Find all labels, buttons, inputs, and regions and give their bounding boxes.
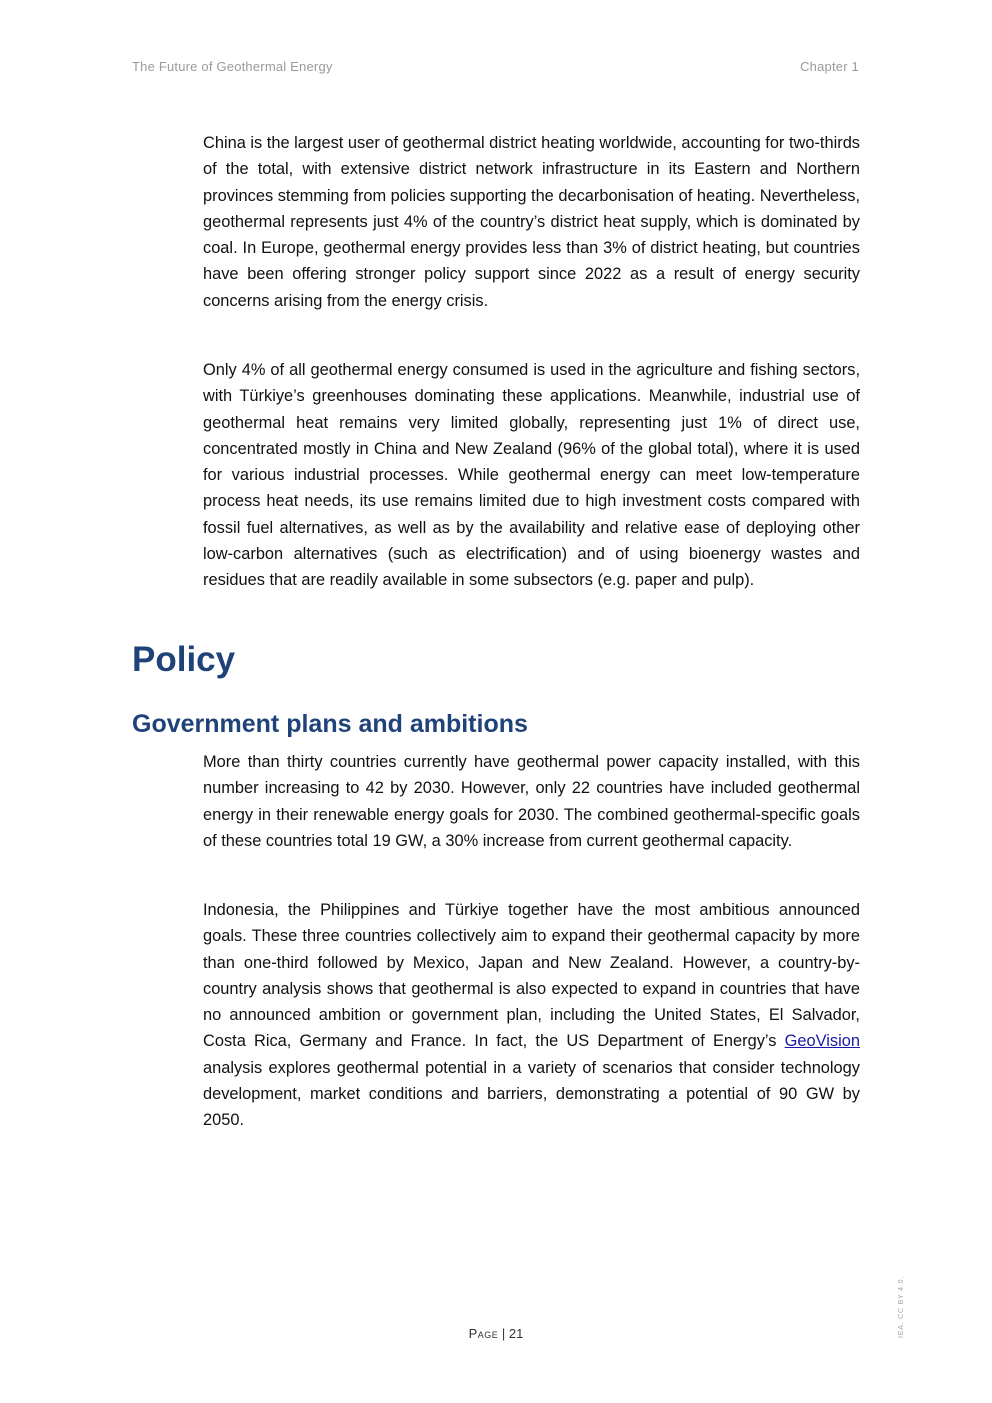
geovision-link[interactable]: GeoVision: [784, 1032, 860, 1051]
paragraph-district-heating: China is the largest user of geothermal district heating worldwide, accounting for two-thirds of the total, with extensive district network infrastructure in its Eastern and Northern provinces stemming from policies supporting the decarbonisation of heating. Nevertheless, geothermal represents just 4% of the country’s district heat supply, which is dominated by coal. In Europe, geothermal energy provides less than 3% of district heating, but countries have been offering stronger policy support since 2022 as a result of energy security concerns arising from the energy crisis.: [203, 134, 860, 310]
subsection-heading-government-plans: Government plans and ambitions: [132, 710, 528, 738]
paragraph-text-after-link: analysis explores geothermal potential in a variety of scenarios that consider technology development, market conditions and barriers, demonstrating a potential of 90 GW by 2050.: [203, 1058, 860, 1130]
running-header-title: The Future of Geothermal Energy: [132, 59, 333, 74]
page-number: 21: [508, 1326, 524, 1341]
paragraph-agriculture-industry: Only 4% of all geothermal energy consumed is used in the agriculture and fishing sectors, with Türkiye’s greenhouses dominating these applications. Meanwhile, industrial use of geothermal heat remains very limited globally, representing just 1% of direct use, concentrated mostly in China and New Zealand (96% of the global total), where it is used for various industrial processes. While geothermal energy can meet low-temperature process heat needs, its use remains limited due to high investment costs compared with fossil fuel alternatives, as well as by the availability and relative ease of deploying other low-carbon alternatives (such as electrification) and of using bioenergy wastes and residues that are readily available in some subsectors (e.g. paper and pulp).: [203, 361, 860, 590]
page-label: Page: [468, 1326, 499, 1341]
page-separator: |: [498, 1326, 509, 1341]
license-notice: IEA. CC BY 4.0.: [898, 1275, 905, 1338]
paragraph-text-before-link: Indonesia, the Philippines and Türkiye together have the most ambitious announced goals. These three countries collectively aim to expand their geothermal capacity by more than one-third followed by Mexico, Japan and New Zealand. However, a country-by-country analysis shows that geothermal is also expected to expand in countries that have no announced ambition or government plan, including the United States, El Salvador, Costa Rica, Germany and France. In fact, the US Department of Energy’s: [203, 901, 860, 1051]
page-footer: [0, 1326, 992, 1341]
paragraph-ambitious-goals: [203, 897, 860, 1134]
section-heading-policy: Policy: [132, 640, 236, 679]
running-header-chapter: Chapter 1: [800, 59, 859, 74]
paragraph-countries-capacity: More than thirty countries currently have geothermal power capacity installed, with this number increasing to 42 by 2030. However, only 22 countries have included geothermal energy in their renewable energy goals for 2030. The combined geothermal-specific goals of these countries total 19 GW, a 30% increase from current geothermal capacity.: [203, 753, 860, 850]
